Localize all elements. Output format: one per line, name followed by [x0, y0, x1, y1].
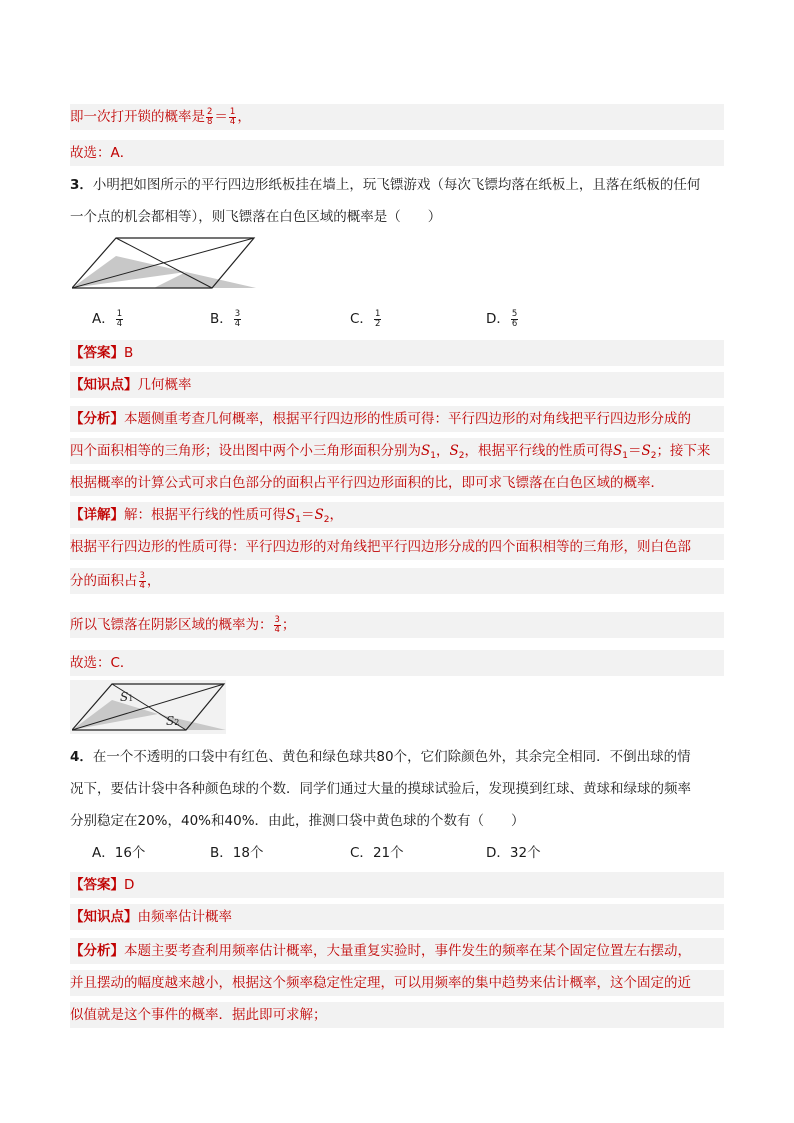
question-number: 4． — [70, 749, 93, 765]
fraction: $\frac{1}{4}$ — [229, 106, 236, 127]
label-s1: S1 — [120, 690, 134, 704]
q3-choice-line: 故选：C． — [70, 650, 724, 676]
q4-analysis-line2: 并且摆动的幅度越来越小，根据这个频率稳定性定理，可以用频率的集中趋势来估计概率，这个固定的近 — [70, 970, 724, 996]
parallelogram-figure — [72, 236, 256, 292]
q4-option-a[interactable]: A．16个 — [92, 845, 146, 861]
q3-option-a[interactable]: A． $\frac{1}{4}$ — [92, 308, 123, 329]
q3-detail-line2: 根据平行四边形的性质可得：平行四边形的对角线把平行四边形分成的四个面积相等的三角形，则白色部 — [70, 534, 724, 560]
q4-option-d[interactable]: D．32个 — [486, 845, 541, 861]
prev-choice-line: 故选：A． — [70, 140, 724, 166]
q3-option-b[interactable]: B． $\frac{3}{4}$ — [210, 308, 241, 329]
q4-stem-line1: 4．在一个不透明的口袋中有红色、黄色和绿色球共80个，它们除颜色外，其余完全相同．不倒出球的情 — [70, 749, 691, 765]
q3-analysis-line3: 根据概率的计算公式可求白色部分的面积占平行四边形面积的比，即可求飞镖落在白色区域的概率． — [70, 470, 724, 496]
q3-answer-line: 【答案】B — [70, 340, 724, 366]
answer-value: D — [124, 877, 135, 893]
q3-detail-line4: 所以飞镖落在阴影区域的概率为： $\frac{3}{4}$ ； — [70, 612, 724, 638]
q3-knowledge-line: 【知识点】几何概率 — [70, 372, 724, 398]
q4-stem-line3: 分别稳定在20%，40%和40%．由此，推测口袋中黄色球的个数有（ ） — [70, 813, 525, 829]
q3-detail-line3: 分的面积占 $\frac{3}{4}$ ， — [70, 568, 724, 594]
q4-stem-line2: 况下，要估计袋中各种颜色球的个数．同学们通过大量的摸球试验后，发现摸到红球、黄球和绿球的频率 — [70, 781, 691, 797]
q4-option-b[interactable]: B．18个 — [210, 845, 264, 861]
q4-knowledge-line: 【知识点】由频率估计概率 — [70, 904, 724, 930]
q4-option-c[interactable]: C．21个 — [350, 845, 404, 861]
label-s2: S2 — [166, 714, 180, 728]
q3-stem-line1: 3．小明把如图所示的平行四边形纸板挂在墙上，玩飞镖游戏（每次飞镖均落在纸板上，且落在纸板的任何 — [70, 177, 701, 193]
q3-analysis-line2: 四个面积相等的三角形；设出图中两个小三角形面积分别为$S_1$，$S_2$，根据平行线的性质可得$S_1=S_2$；接下来 — [70, 438, 724, 464]
q4-analysis-line3: 似值就是这个事件的概率．据此即可求解； — [70, 1002, 724, 1028]
shaded-triangle-bottom — [154, 272, 256, 288]
q3-option-d[interactable]: D． $\frac{5}{6}$ — [486, 308, 518, 329]
q4-analysis-line1: 【分析】本题主要考查利用频率估计概率，大量重复实验时，事件发生的频率在某个固定位置左右摆动， — [70, 938, 724, 964]
fraction: $\frac{2}{8}$ — [207, 106, 213, 127]
question-number: 3． — [70, 177, 93, 193]
parallelogram-figure-labeled — [72, 682, 226, 732]
q4-answer-line: 【答案】D — [70, 872, 724, 898]
answer-value: B — [124, 345, 134, 361]
q3-analysis-line1: 【分析】本题侧重考查几何概率，根据平行四边形的性质可得：平行四边形的对角线把平行四边形分成的 — [70, 406, 724, 432]
prev-solution-line: 即一次打开锁的概率是 $\frac{2}{8}$ ＝ $\frac{1}{4}$ ， — [70, 104, 724, 130]
q3-option-c[interactable]: C． $\frac{1}{2}$ — [350, 308, 381, 329]
q3-stem-line2: 一个点的机会都相等），则飞镖落在白色区域的概率是（ ） — [70, 209, 442, 225]
q3-detail-line1: 【详解】解：根据平行线的性质可得$S_1=S_2$， — [70, 502, 724, 528]
